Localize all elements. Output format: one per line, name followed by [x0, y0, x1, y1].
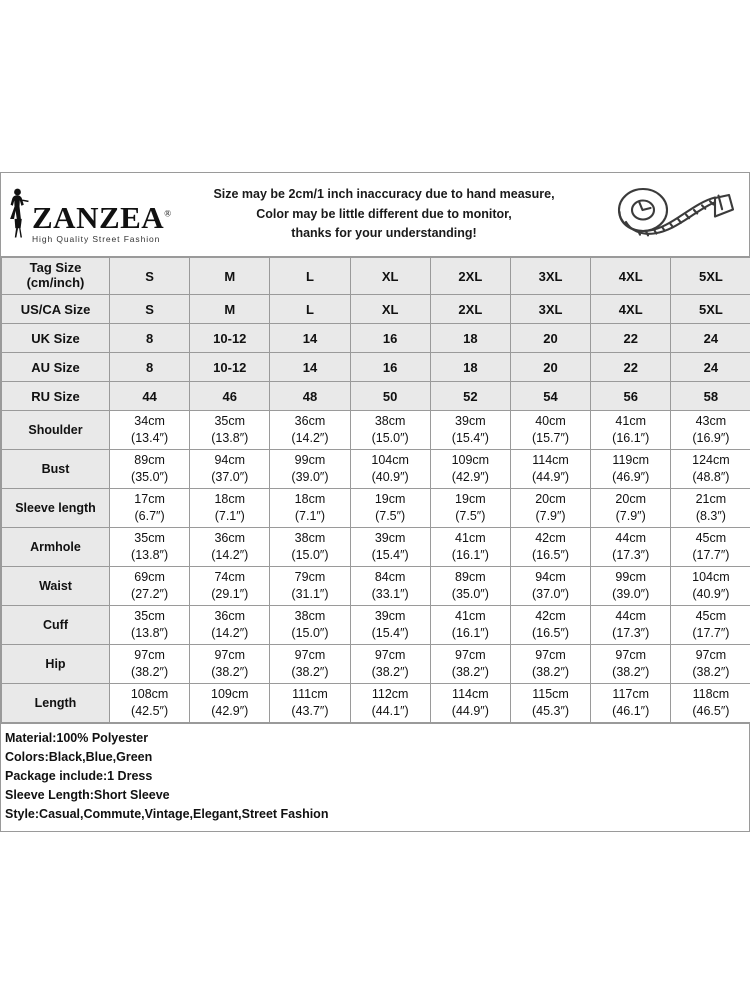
value-cm: 115cm	[532, 687, 569, 702]
value-inch: (7.1″)	[214, 509, 245, 523]
note-package: Package include:1 Dress	[5, 769, 153, 783]
cell-tag-size-xl: XL	[350, 258, 430, 295]
cell-au-4: 16	[350, 353, 430, 382]
cell-sleeve-3xl	[510, 489, 590, 528]
product-notes	[1, 723, 749, 831]
value-inch: (38.2″)	[451, 665, 489, 679]
value-cm: 94cm	[214, 453, 246, 468]
value-cm: 39cm	[374, 531, 406, 546]
table-row-tag-size	[2, 258, 750, 295]
cell-waist-m	[190, 567, 270, 606]
cell-uk-6: 20	[510, 324, 590, 353]
cell-uk-3: 14	[270, 324, 350, 353]
cell-bust-4xl	[591, 450, 671, 489]
cell-shoulder-xl	[350, 411, 430, 450]
cell-armhole-xl	[350, 528, 430, 567]
cell-ru-8: 58	[671, 382, 750, 411]
value-inch: (37.0″)	[531, 587, 570, 601]
value-cm: 97cm	[615, 648, 646, 663]
value-inch: (39.0″)	[291, 470, 329, 484]
value-inch: (38.2″)	[531, 665, 570, 679]
cell-sleeve-m	[190, 489, 270, 528]
value-inch: (38.2″)	[371, 665, 409, 679]
cell-sleeve-4xl	[591, 489, 671, 528]
cell-shoulder-s	[110, 411, 190, 450]
cell-ru-7: 56	[591, 382, 671, 411]
value-cm: 35cm	[214, 414, 246, 429]
cell-ru-3: 48	[270, 382, 350, 411]
cell-hip-l	[270, 645, 350, 684]
brand-tagline: High Quality Street Fashion	[32, 233, 161, 244]
value-cm: 118cm	[692, 687, 730, 702]
table-row-waist	[2, 567, 750, 606]
cell-armhole-2xl	[430, 528, 510, 567]
value-inch: (7.9″)	[615, 509, 646, 523]
value-cm: 97cm	[535, 648, 566, 663]
value-cm: 97cm	[374, 648, 406, 663]
value-cm: 89cm	[134, 453, 165, 468]
cell-tag-size-5xl: 5XL	[671, 258, 750, 295]
notice-line-3: thanks for your understanding!	[291, 226, 477, 241]
value-cm: 19cm	[374, 492, 406, 507]
value-cm: 38cm	[374, 414, 406, 429]
value-inch: (45.3″)	[531, 704, 570, 718]
cell-au-8: 24	[671, 353, 750, 382]
value-cm: 114cm	[452, 687, 489, 702]
value-cm: 42cm	[535, 609, 566, 624]
value-inch: (44.9″)	[451, 704, 489, 718]
cell-hip-m	[190, 645, 270, 684]
cell-au-3: 14	[270, 353, 350, 382]
row-label-sleeve-length: Sleeve length	[2, 489, 110, 528]
value-inch: (14.2″)	[291, 431, 329, 445]
value-inch: (8.3″)	[695, 509, 726, 523]
cell-cuff-l	[270, 606, 350, 645]
cell-ru-5: 52	[430, 382, 510, 411]
value-cm: 19cm	[455, 492, 486, 507]
cell-uk-1: 8	[110, 324, 190, 353]
row-label-tag-size	[2, 258, 110, 295]
note-colors: Colors:Black,Blue,Green	[5, 750, 153, 764]
value-inch: (16.1″)	[612, 431, 650, 445]
value-cm: 89cm	[455, 570, 486, 585]
measurement-notice	[169, 185, 599, 243]
row-label-hip: Hip	[2, 645, 110, 684]
chart-header	[1, 173, 749, 257]
cell-hip-s	[110, 645, 190, 684]
value-cm: 18cm	[214, 492, 246, 507]
cell-shoulder-2xl	[430, 411, 510, 450]
value-inch: (27.2″)	[131, 587, 169, 601]
measuring-tape-icon	[599, 184, 749, 246]
value-inch: (29.1″)	[211, 587, 249, 601]
value-cm: 97cm	[294, 648, 326, 663]
row-label-uk-size: UK Size	[2, 324, 110, 353]
value-inch: (13.8″)	[131, 626, 169, 640]
value-cm: 97cm	[214, 648, 246, 663]
value-cm: 124cm	[692, 453, 730, 468]
table-row-au-size	[2, 353, 750, 382]
value-cm: 40cm	[535, 414, 566, 429]
cell-au-2: 10-12	[190, 353, 270, 382]
row-label-length: Length	[2, 684, 110, 723]
cell-tag-size-m: M	[190, 258, 270, 295]
value-inch: (7.5″)	[375, 509, 406, 523]
cell-tag-size-2xl: 2XL	[430, 258, 510, 295]
cell-cuff-s	[110, 606, 190, 645]
value-inch: (44.9″)	[531, 470, 570, 484]
table-row-sleeve-length	[2, 489, 750, 528]
row-label-us-ca-size: US/CA Size	[2, 295, 110, 324]
cell-sleeve-2xl	[430, 489, 510, 528]
table-body	[2, 258, 750, 723]
value-inch: (7.1″)	[294, 509, 326, 523]
cell-tag-size-s: S	[110, 258, 190, 295]
cell-au-5: 18	[430, 353, 510, 382]
value-inch: (13.8″)	[131, 548, 169, 562]
notice-line-1: Size may be 2cm/1 inch inaccuracy due to hand measure,	[213, 187, 555, 202]
cell-bust-m	[190, 450, 270, 489]
cell-bust-s	[110, 450, 190, 489]
cell-ru-4: 50	[350, 382, 430, 411]
value-inch: (33.1″)	[371, 587, 409, 601]
value-cm: 44cm	[615, 531, 646, 546]
value-cm: 38cm	[294, 609, 326, 624]
cell-length-xl	[350, 684, 430, 723]
cell-hip-2xl	[430, 645, 510, 684]
value-cm: 39cm	[455, 414, 486, 429]
value-inch: (15.4″)	[451, 431, 489, 445]
value-cm: 36cm	[294, 414, 326, 429]
cell-us-ca-3: L	[270, 295, 350, 324]
value-inch: (16.5″)	[531, 626, 570, 640]
value-cm: 21cm	[695, 492, 727, 507]
row-label-bust: Bust	[2, 450, 110, 489]
cell-bust-2xl	[430, 450, 510, 489]
cell-cuff-4xl	[591, 606, 671, 645]
cell-waist-s	[110, 567, 190, 606]
value-cm: 74cm	[214, 570, 246, 585]
value-inch: (35.0″)	[451, 587, 489, 601]
value-cm: 114cm	[532, 453, 569, 468]
value-inch: (17.7″)	[692, 548, 730, 562]
cell-length-m	[190, 684, 270, 723]
value-cm: 108cm	[130, 687, 169, 702]
cell-armhole-s	[110, 528, 190, 567]
cell-bust-xl	[350, 450, 430, 489]
row-label-armhole: Armhole	[2, 528, 110, 567]
cell-au-7: 22	[591, 353, 671, 382]
cell-shoulder-l	[270, 411, 350, 450]
value-inch: (15.4″)	[371, 626, 409, 640]
cell-sleeve-s	[110, 489, 190, 528]
value-cm: 104cm	[692, 570, 730, 585]
brand-name	[32, 199, 172, 235]
value-cm: 69cm	[134, 570, 165, 585]
value-inch: (38.2″)	[612, 665, 650, 679]
value-inch: (42.9″)	[211, 704, 249, 718]
cell-uk-2: 10-12	[190, 324, 270, 353]
note-style: Style:Casual,Commute,Vintage,Elegant,Street Fashion	[5, 807, 329, 821]
cell-waist-l	[270, 567, 350, 606]
cell-hip-3xl	[510, 645, 590, 684]
cell-cuff-5xl	[671, 606, 750, 645]
value-cm: 109cm	[451, 453, 490, 468]
cell-waist-xl	[350, 567, 430, 606]
size-chart	[0, 172, 750, 832]
cell-hip-xl	[350, 645, 430, 684]
value-cm: 109cm	[211, 687, 249, 702]
cell-waist-2xl	[430, 567, 510, 606]
cell-cuff-3xl	[510, 606, 590, 645]
cell-uk-5: 18	[430, 324, 510, 353]
value-cm: 45cm	[695, 609, 727, 624]
cell-au-1: 8	[110, 353, 190, 382]
table-row-hip	[2, 645, 750, 684]
cell-armhole-5xl	[671, 528, 750, 567]
value-cm: 104cm	[371, 453, 409, 468]
value-cm: 117cm	[612, 687, 650, 702]
cell-us-ca-7: 4XL	[591, 295, 671, 324]
value-inch: (15.0″)	[291, 626, 329, 640]
value-cm: 38cm	[294, 531, 326, 546]
value-cm: 20cm	[615, 492, 646, 507]
brand-logo	[1, 186, 172, 244]
cell-us-ca-4: XL	[350, 295, 430, 324]
cell-shoulder-5xl	[671, 411, 750, 450]
cell-sleeve-l	[270, 489, 350, 528]
cell-cuff-2xl	[430, 606, 510, 645]
value-inch: (13.4″)	[131, 431, 169, 445]
value-cm: 17cm	[134, 492, 165, 507]
cell-shoulder-3xl	[510, 411, 590, 450]
cell-armhole-3xl	[510, 528, 590, 567]
cell-armhole-l	[270, 528, 350, 567]
value-inch: (15.4″)	[371, 548, 409, 562]
table-row-uk-size	[2, 324, 750, 353]
value-cm: 112cm	[371, 687, 409, 702]
cell-us-ca-6: 3XL	[510, 295, 590, 324]
cell-length-2xl	[430, 684, 510, 723]
value-cm: 41cm	[455, 609, 486, 624]
cell-armhole-m	[190, 528, 270, 567]
value-cm: 84cm	[374, 570, 406, 585]
value-cm: 18cm	[294, 492, 326, 507]
value-inch: (15.0″)	[371, 431, 409, 445]
cell-shoulder-m	[190, 411, 270, 450]
value-cm: 97cm	[455, 648, 486, 663]
value-cm: 97cm	[134, 648, 165, 663]
cell-waist-3xl	[510, 567, 590, 606]
cell-us-ca-5: 2XL	[430, 295, 510, 324]
value-cm: 44cm	[615, 609, 646, 624]
value-cm: 99cm	[294, 453, 326, 468]
value-inch: (38.2″)	[291, 665, 329, 679]
value-cm: 41cm	[615, 414, 646, 429]
cell-tag-size-4xl: 4XL	[591, 258, 671, 295]
cell-sleeve-5xl	[671, 489, 750, 528]
value-inch: (17.3″)	[612, 626, 650, 640]
value-cm: 111cm	[292, 687, 328, 702]
value-cm: 36cm	[214, 609, 246, 624]
value-cm: 97cm	[695, 648, 727, 663]
value-inch: (38.2″)	[131, 665, 169, 679]
cell-sleeve-xl	[350, 489, 430, 528]
value-inch: (46.9″)	[612, 470, 650, 484]
registered-mark-icon: ®	[164, 208, 172, 219]
cell-length-5xl	[671, 684, 750, 723]
table-row-ru-size	[2, 382, 750, 411]
value-cm: 39cm	[374, 609, 406, 624]
row-label-waist: Waist	[2, 567, 110, 606]
table-row-us-ca-size	[2, 295, 750, 324]
cell-length-4xl	[591, 684, 671, 723]
row-label-main: Tag Size	[29, 260, 82, 276]
value-inch: (42.9″)	[451, 470, 489, 484]
cell-waist-5xl	[671, 567, 750, 606]
cell-waist-4xl	[591, 567, 671, 606]
cell-bust-l	[270, 450, 350, 489]
value-inch: (17.3″)	[612, 548, 650, 562]
value-inch: (44.1″)	[371, 704, 409, 718]
value-inch: (31.1″)	[291, 587, 329, 601]
cell-uk-7: 22	[591, 324, 671, 353]
value-cm: 94cm	[535, 570, 566, 585]
value-cm: 43cm	[695, 414, 727, 429]
value-inch: (7.5″)	[455, 509, 486, 523]
size-measurement-table	[1, 257, 750, 723]
value-cm: 20cm	[535, 492, 566, 507]
value-cm: 119cm	[612, 453, 650, 468]
value-inch: (40.9″)	[371, 470, 409, 484]
value-inch: (42.5″)	[131, 704, 169, 718]
value-inch: (16.1″)	[451, 626, 489, 640]
table-row-length	[2, 684, 750, 723]
value-cm: 35cm	[134, 609, 165, 624]
cell-hip-5xl	[671, 645, 750, 684]
table-row-armhole	[2, 528, 750, 567]
value-cm: 34cm	[134, 414, 165, 429]
value-inch: (13.8″)	[211, 431, 249, 445]
cell-us-ca-2: M	[190, 295, 270, 324]
value-inch: (14.2″)	[211, 626, 249, 640]
cell-hip-4xl	[591, 645, 671, 684]
value-inch: (39.0″)	[612, 587, 650, 601]
value-inch: (35.0″)	[131, 470, 169, 484]
value-cm: 45cm	[695, 531, 727, 546]
value-inch: (14.2″)	[211, 548, 249, 562]
value-inch: (16.1″)	[451, 548, 489, 562]
row-label-ru-size: RU Size	[2, 382, 110, 411]
value-inch: (16.9″)	[692, 431, 730, 445]
cell-length-l	[270, 684, 350, 723]
cell-us-ca-8: 5XL	[671, 295, 750, 324]
woman-silhouette-icon	[5, 186, 31, 243]
brand-name-text: ZANZEA	[32, 199, 165, 235]
value-inch: (38.2″)	[692, 665, 730, 679]
value-inch: (17.7″)	[692, 626, 730, 640]
row-label-shoulder: Shoulder	[2, 411, 110, 450]
cell-length-3xl	[510, 684, 590, 723]
value-inch: (15.0″)	[291, 548, 329, 562]
cell-tag-size-3xl: 3XL	[510, 258, 590, 295]
value-inch: (48.8″)	[692, 470, 730, 484]
value-inch: (38.2″)	[211, 665, 249, 679]
row-label-au-size: AU Size	[2, 353, 110, 382]
table-row-shoulder	[2, 411, 750, 450]
value-cm: 79cm	[294, 570, 326, 585]
cell-uk-4: 16	[350, 324, 430, 353]
cell-length-s	[110, 684, 190, 723]
value-inch: (40.9″)	[692, 587, 730, 601]
value-inch: (16.5″)	[531, 548, 570, 562]
value-inch: (43.7″)	[291, 704, 329, 718]
cell-au-6: 20	[510, 353, 590, 382]
cell-us-ca-1: S	[110, 295, 190, 324]
note-sleeve-length: Sleeve Length:Short Sleeve	[5, 788, 170, 802]
cell-ru-2: 46	[190, 382, 270, 411]
value-cm: 41cm	[455, 531, 486, 546]
cell-armhole-4xl	[591, 528, 671, 567]
value-cm: 35cm	[134, 531, 165, 546]
cell-bust-5xl	[671, 450, 750, 489]
value-cm: 42cm	[535, 531, 566, 546]
table-row-cuff	[2, 606, 750, 645]
value-inch: (15.7″)	[531, 431, 570, 445]
value-inch: (46.5″)	[692, 704, 730, 718]
cell-bust-3xl	[510, 450, 590, 489]
cell-ru-1: 44	[110, 382, 190, 411]
cell-ru-6: 54	[510, 382, 590, 411]
row-label-unit: (cm/inch)	[26, 275, 85, 290]
cell-cuff-m	[190, 606, 270, 645]
value-cm: 99cm	[615, 570, 646, 585]
note-material: Material:100% Polyester	[5, 731, 149, 745]
value-inch: (37.0″)	[211, 470, 249, 484]
cell-shoulder-4xl	[591, 411, 671, 450]
value-inch: (7.9″)	[535, 509, 566, 523]
value-cm: 36cm	[214, 531, 246, 546]
value-inch: (46.1″)	[612, 704, 650, 718]
cell-uk-8: 24	[671, 324, 750, 353]
value-inch: (6.7″)	[134, 509, 165, 523]
cell-tag-size-l: L	[270, 258, 350, 295]
row-label-cuff: Cuff	[2, 606, 110, 645]
table-row-bust	[2, 450, 750, 489]
notice-line-2: Color may be little different due to monitor,	[256, 206, 512, 221]
cell-cuff-xl	[350, 606, 430, 645]
